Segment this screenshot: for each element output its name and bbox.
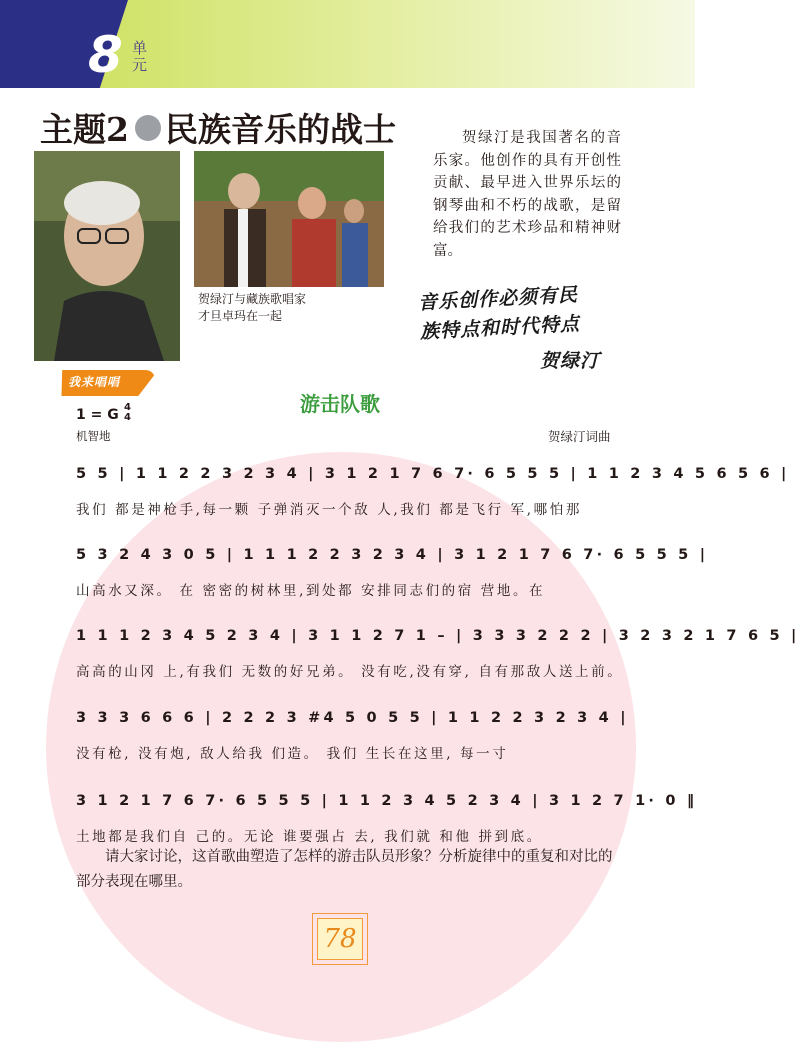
handwriting-line-2: 族特点和时代特点 <box>419 312 581 344</box>
tempo-marking: 机智地 <box>76 429 111 443</box>
theme-name: 民族音乐的战士 <box>164 110 396 149</box>
lyrics-line: 高高的山冈 上,有我们 无数的好兄弟。 没有吃,没有穿, 自有那敌人送上前。 <box>76 664 624 680</box>
notation-line: 3 3 3 6 6 6 | 2 2 2 3 #4 5 0 5 5 | 1 1 2 2 3 2 3 4 | <box>76 710 629 726</box>
notation-line: 1 1 1 2 3 4 5 2 3 4 | 3 1 1 2 7 1 – | 3 3 3 2 2 2 | 3 2 3 2 1 7 6 5 | <box>76 628 800 644</box>
score-row <box>76 547 709 599</box>
photo-caption: 贺绿汀与藏族歌唱家 才旦卓玛在一起 <box>198 292 307 323</box>
signature: 贺绿汀 <box>540 350 601 372</box>
unit-label: 单元 <box>132 39 148 74</box>
notation-line: 3 1 2 1 7 6 7· 6 5 5 5 | 1 1 2 3 4 5 2 3 4 | 3 1 2 7 1· 0 ‖ <box>76 793 698 809</box>
page-number: 78 <box>317 918 363 960</box>
lyrics-line: 我们 都是神枪手,每一颗 子弹消灭一个敌 人,我们 都是飞行 军,哪怕那 <box>76 502 582 518</box>
theme-title <box>40 104 396 151</box>
song-key: 1 = G <box>76 407 119 423</box>
lyrics-line: 土地都是我们自 己的。无论 谁要强占 去, 我们就 和他 拼到底。 <box>76 829 543 845</box>
discussion-question: 请大家讨论，这首歌曲塑造了怎样的游击队员形象？分析旋律中的重复和对比的部分表现在哪里。 <box>76 849 613 890</box>
bullet-dot-icon <box>135 115 161 141</box>
intro-paragraph: 贺绿汀是我国著名的音乐家。他创作的具有开创性贡献、最早进入世界乐坛的钢琴曲和不朽的战歌，是留给我们的艺术珍品和精神财富。 <box>433 130 621 259</box>
time-signature: 4 4 <box>124 402 131 423</box>
handwriting-line-1: 音乐创作必须有民 <box>417 283 579 315</box>
score-row <box>76 628 800 680</box>
lyrics-line: 山高水又深。 在 密密的树林里,到处都 安排同志们的宿 营地。在 <box>76 583 546 599</box>
song-title: 游击队歌 <box>300 392 380 416</box>
sing-badge-label: 我来唱唱 <box>68 375 121 389</box>
portrait-photo <box>34 151 180 361</box>
unit-number: 8 <box>88 26 123 84</box>
group-photo <box>194 151 384 287</box>
notation-line: 5 5 | 1 1 2 2 3 2 3 4 | 3 1 2 1 7 6 7· 6 5 5 5 | 1 1 2 3 4 5 6 5 6 | <box>76 466 790 482</box>
notation-line: 5 3 2 4 3 0 5 | 1 1 1 2 2 3 2 3 4 | 3 1 2 1 7 6 7· 6 5 5 5 | <box>76 547 709 563</box>
song-credit: 贺绿汀词曲 <box>548 429 611 444</box>
theme-number: 主题2 <box>40 110 129 149</box>
score-row <box>76 466 790 518</box>
score-row <box>76 793 698 845</box>
lyrics-line: 没有枪, 没有炮, 敌人给我 们造。 我们 生长在这里, 每一寸 <box>76 746 509 762</box>
score-row <box>76 710 629 762</box>
